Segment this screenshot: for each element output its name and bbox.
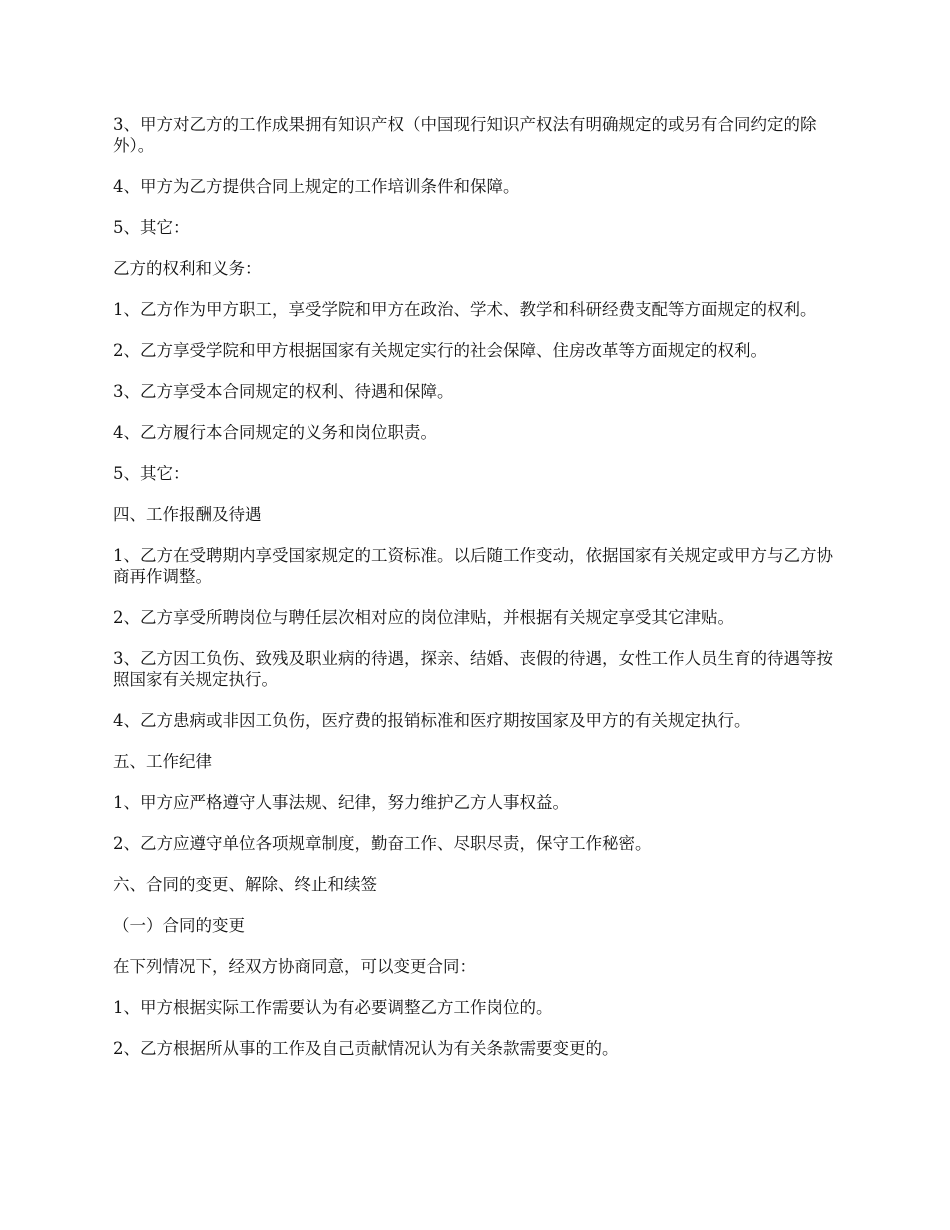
paragraph: 2、乙方享受学院和甲方根据国家有关规定实行的社会保障、住房改革等方面规定的权利。	[113, 341, 767, 360]
section-heading: 乙方的权利和义务：	[113, 259, 262, 278]
paragraph: 3、乙方享受本合同规定的权利、待遇和保障。	[113, 382, 454, 401]
paragraph: 1、甲方根据实际工作需要认为有必要调整乙方工作岗位的。	[113, 998, 553, 1017]
document-body	[113, 114, 843, 1079]
paragraph: 3、乙方因工负伤、致残及职业病的待遇，探亲、结婚、丧假的待遇，女性工作人员生育的待遇等按照国家有关规定执行。	[113, 649, 833, 689]
paragraph: 1、乙方在受聘期内享受国家规定的工资标准。以后随工作变动，依据国家有关规定或甲方与乙方协商再作调整。	[113, 546, 833, 586]
section-heading: 六、合同的变更、解除、终止和续签	[113, 875, 377, 894]
paragraph: 2、乙方应遵守单位各项规章制度，勤奋工作、尽职尽责，保守工作秘密。	[113, 834, 652, 853]
subsection-heading: （一）合同的变更	[113, 916, 245, 935]
paragraph: 4、乙方患病或非因工负伤，医疗费的报销标准和医疗期按国家及甲方的有关规定执行。	[113, 711, 751, 730]
paragraph: 1、甲方应严格遵守人事法规、纪律，努力维护乙方人事权益。	[113, 793, 569, 812]
paragraph: 2、乙方根据所从事的工作及自己贡献情况认为有关条款需要变更的。	[113, 1039, 619, 1058]
section-heading: 五、工作纪律	[113, 752, 212, 771]
paragraph: 5、其它：	[113, 218, 190, 237]
paragraph: 3、甲方对乙方的工作成果拥有知识产权（中国现行知识产权法有明确规定的或另有合同约定的除外）。	[113, 115, 817, 155]
section-heading: 四、工作报酬及待遇	[113, 505, 262, 524]
paragraph: 2、乙方享受所聘岗位与聘任层次相对应的岗位津贴，并根据有关规定享受其它津贴。	[113, 608, 734, 627]
paragraph: 5、其它：	[113, 464, 190, 483]
paragraph: 4、甲方为乙方提供合同上规定的工作培训条件和保障。	[113, 177, 520, 196]
paragraph: 1、乙方作为甲方职工，享受学院和甲方在政治、学术、教学和科研经费支配等方面规定的权利。	[113, 300, 817, 319]
paragraph: 在下列情况下，经双方协商同意，可以变更合同：	[113, 957, 476, 976]
paragraph: 4、乙方履行本合同规定的义务和岗位职责。	[113, 423, 437, 442]
